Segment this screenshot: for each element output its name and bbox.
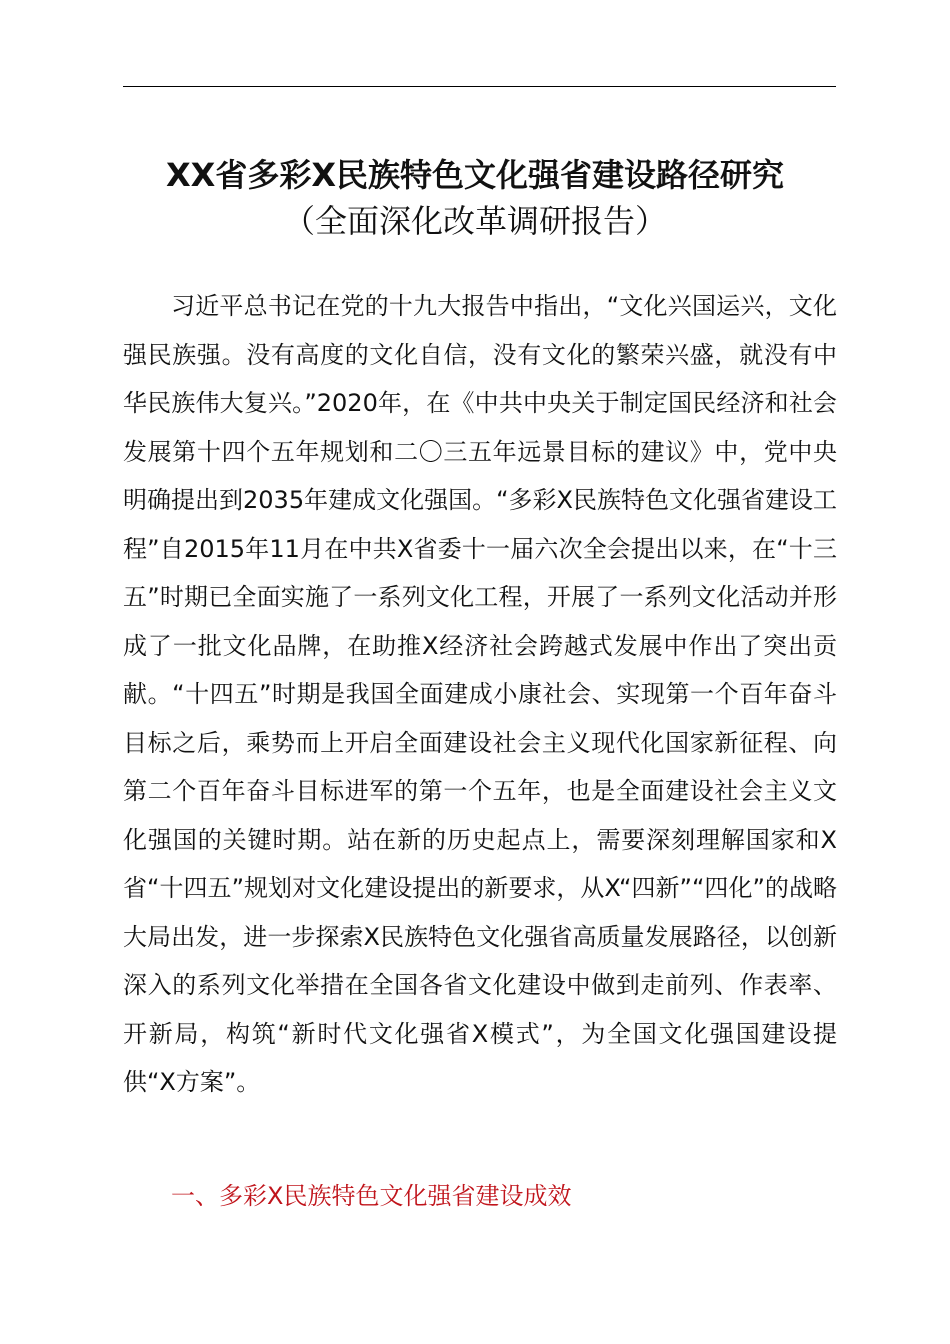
document-subtitle: （全面深化改革调研报告） xyxy=(282,202,667,240)
intro-paragraph: 习近平总书记在党的十九大报告中指出，“文化兴国运兴，文化强民族强。没有高度的文化自信，没有文化的繁荣兴盛，就没有中华民族伟大复兴。”2020年，在《中共中央关于制定国民经济和社会发展第十四个五年规划和二〇三五年远景目标的建议》中，党中央明确提出到2035年建成文化强国。“多彩X民族特色文化强省建设工程”自2015年11月在中共X省委十一届六次全会提出以来，在“十三五”时期已全面实施了一系列文化工程，开展了一系列文化活动并形成了一批文化品牌，在助推X经济社会跨越式发展中作出了突出贡献。“十四五”时期是我国全面建成小康社会、实现第一个百年奋斗目标之后，乘势而上开启全面建设社会主义现代化国家新征程、向第二个百年奋斗目标进军的第一个五年，也是全面建设社会主义文化强国的关键时期。站在新的历史起点上，需要深刻理解国家和X省“十四五”规划对文化建设提出的新要求，从X“四新”“四化”的战略大局出发，进一步探索X民族特色文化强省高质量发展路径，以创新深入的系列文化举措在全国各省文化建设中做到走前列、作表率、开新局，构筑“新时代文化强省X模式”，为全国文化强国建设提供“X方案”。 xyxy=(123,292,837,1096)
header-rule xyxy=(123,86,836,87)
document-title: XX省多彩X民族特色文化强省建设路径研究 xyxy=(165,156,785,194)
section-heading: 一、多彩X民族特色文化强省建设成效 xyxy=(171,1182,572,1210)
